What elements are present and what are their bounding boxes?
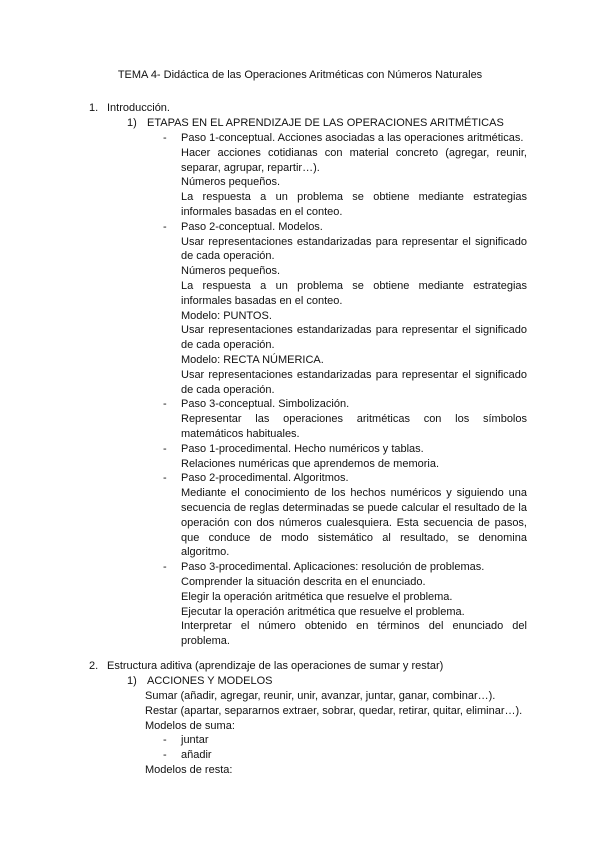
dash-bullet: - xyxy=(163,442,167,455)
section-1-subheading xyxy=(127,116,547,131)
dash-bullet: - xyxy=(163,561,167,574)
list-item xyxy=(163,397,527,441)
step-heading: Paso 3-procedimental. Aplicaciones: resolución de problemas. xyxy=(181,561,485,574)
acciones-modelos-list xyxy=(145,689,545,778)
resta-text: Restar (apartar, separarnos extraer, sobrar, quedar, retirar, quitar, eliminar…). xyxy=(145,704,523,717)
step-text: Representar las operaciones aritméticas con los símbolos matemáticos habituales. xyxy=(181,413,527,440)
step-text: Relaciones numéricas que aprendemos de memoria. xyxy=(181,457,440,470)
step-text: Usar representaciones estandarizadas para representar el significado de cada operación. xyxy=(181,324,527,352)
step-text: La respuesta a un problema se obtiene mediante estrategias informales basadas en el conteo. xyxy=(181,191,527,218)
step-text: Números pequeños. xyxy=(181,265,281,278)
step-text: Números pequeños. xyxy=(181,176,281,189)
list-item xyxy=(163,748,545,763)
step-text: Modelo: PUNTOS. xyxy=(181,309,272,322)
section-2-subheading xyxy=(127,674,547,689)
list-item xyxy=(163,733,545,748)
list-item xyxy=(163,220,527,398)
section-1-number: 1. xyxy=(89,102,99,114)
section-2-title: Estructura aditiva (aprendizaje de las operaciones de sumar y restar) xyxy=(107,660,444,672)
dash-bullet: - xyxy=(163,472,167,485)
dash-bullet: - xyxy=(163,132,167,144)
step-text: Modelo: RECTA NÚMERICA. xyxy=(181,353,324,366)
step-text: Usar representaciones estandarizadas para representar el significado de cada operación. xyxy=(181,235,527,263)
step-text: Ejecutar la operación aritmética que resuelve el problema. xyxy=(181,605,465,618)
list-item-text: añadir xyxy=(181,749,212,762)
step-heading: Paso 1-procedimental. Hecho numéricos y tablas. xyxy=(181,442,424,455)
list-item xyxy=(163,131,527,220)
step-text: La respuesta a un problema se obtiene mediante estrategias informales basadas en el conteo. xyxy=(181,279,527,307)
subsection-title: ETAPAS EN EL APRENDIZAJE DE LAS OPERACIONES ARITMÉTICAS xyxy=(147,117,504,129)
modelos-suma-label: Modelos de suma: xyxy=(145,719,235,732)
suma-text: Sumar (añadir, agregar, reunir, unir, avanzar, juntar, ganar, combinar…). xyxy=(145,690,496,702)
subsection-number: 1) xyxy=(127,117,137,129)
step-heading: Paso 3-conceptual. Simbolización. xyxy=(181,398,350,411)
subsection-title: ACCIONES Y MODELOS xyxy=(147,675,273,687)
step-heading: Paso 2-procedimental. Algoritmos. xyxy=(181,472,349,485)
step-heading: Paso 2-conceptual. Modelos. xyxy=(181,220,323,233)
document-title: TEMA 4- Didáctica de las Operaciones Aritméticas con Números Naturales xyxy=(117,69,483,81)
steps-list xyxy=(163,131,527,649)
step-heading: Paso 1-conceptual. Acciones asociadas a las operaciones aritméticas. xyxy=(181,132,524,144)
list-item xyxy=(163,560,527,649)
step-text: Usar representaciones estandarizadas para representar el significado de cada operación. xyxy=(181,368,527,396)
section-2-heading xyxy=(89,659,549,674)
dash-bullet: - xyxy=(163,749,167,762)
step-text: Comprender la situación descrita en el enunciado. xyxy=(181,575,426,588)
step-text: Elegir la operación aritmética que resuelve el problema. xyxy=(181,590,453,603)
dash-bullet: - xyxy=(163,220,167,233)
list-item xyxy=(163,471,527,560)
section-2-number: 2. xyxy=(89,660,99,672)
step-text: Mediante el conocimiento de los hechos numéricos y siguiendo una secuencia de reglas determinadas se puede calcular el resultado de la operación con dos números cualesquiera. Esta secuencia de pasos, que conduce de modo sistemático al resultado, se denomina algoritmo. xyxy=(181,487,527,559)
step-text: Hacer acciones cotidianas con material concreto (agregar, reunir, separar, agrupar, repartir…). xyxy=(181,146,527,174)
list-item xyxy=(163,442,527,472)
dash-bullet: - xyxy=(163,398,167,411)
step-text: Interpretar el número obtenido en términos del enunciado del problema. xyxy=(181,620,527,648)
list-item-text: juntar xyxy=(181,734,209,747)
dash-bullet: - xyxy=(163,734,167,747)
modelos-resta-label: Modelos de resta: xyxy=(145,763,233,776)
section-1-title: Introducción. xyxy=(107,102,170,114)
subsection-number: 1) xyxy=(127,675,137,687)
section-1-heading xyxy=(89,101,549,116)
